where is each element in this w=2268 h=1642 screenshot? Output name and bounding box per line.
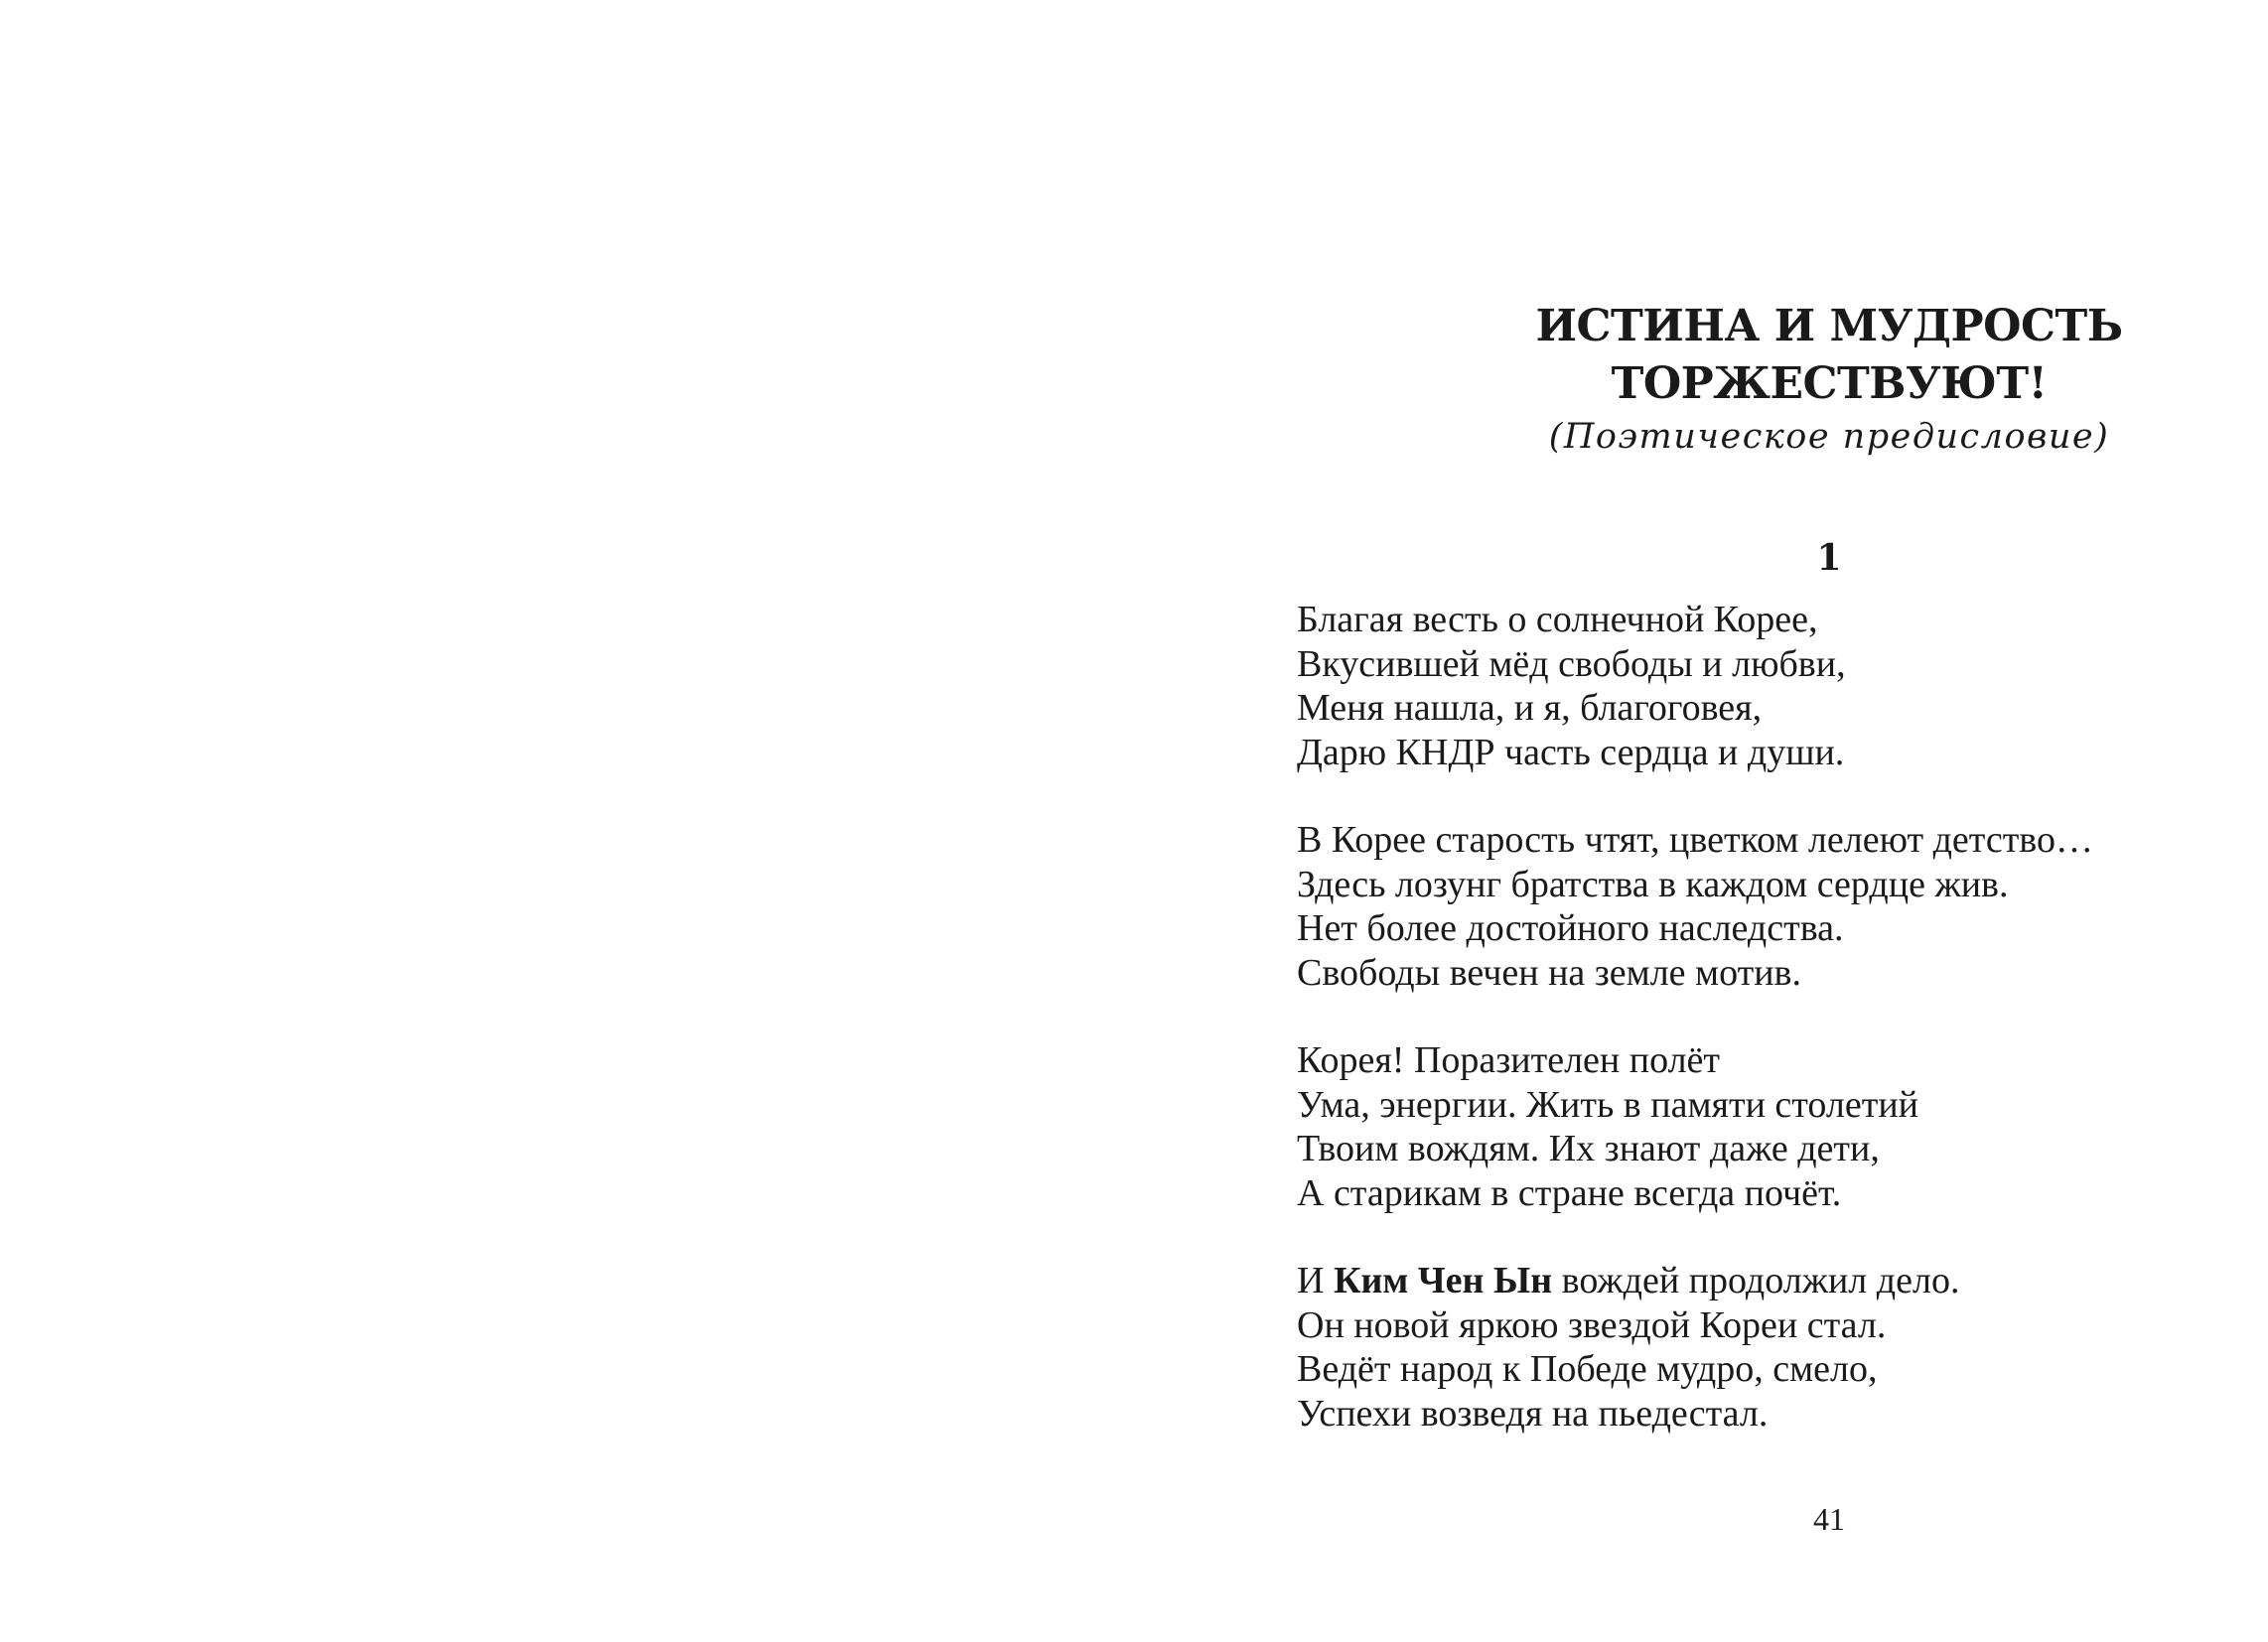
title-line-1: ИСТИНА И МУДРОСТЬ [1535, 301, 2123, 351]
verse-line: Он новой яркою звездой Кореи стал. [1297, 1303, 1887, 1346]
poem-body [1297, 598, 2250, 1479]
verse-line: Успехи возведя на пьедестал. [1297, 1392, 1769, 1435]
verse-line: Твоим вождям. Их знают даже дети, [1297, 1128, 1880, 1169]
line-prefix: И [1297, 1260, 1334, 1301]
verse-line: Меня нашла, и я, благоговея, [1297, 687, 1763, 729]
verse-line: Благая весть о солнечной Корее, [1297, 599, 1818, 640]
stanza-1 [1297, 598, 2250, 774]
verse-line: А старикам в стране всегда почёт. [1297, 1171, 1842, 1214]
page-number: 41 [1813, 1501, 1845, 1537]
poem-title [1323, 298, 2268, 413]
bold-name: Ким Чен Ын [1333, 1260, 1553, 1301]
title-line-2: ТОРЖЕСТВУЮТ! [1611, 358, 2048, 409]
right-page [1134, 0, 2268, 1642]
section-number: 1 [1816, 537, 1842, 579]
verse-line: Здесь лозунг братства в каждом сердце жив. [1297, 863, 2009, 905]
verse-line: Корея! Поразителен полёт [1297, 1039, 1721, 1081]
verse-line: Нет более достойного наследства. [1297, 907, 1844, 949]
stanza-4 [1297, 1259, 2250, 1436]
verse-line-with-bold-name [1297, 1259, 2250, 1303]
verse-line: Ведёт народ к Победе мудро, смело, [1297, 1348, 1878, 1390]
verse-line: В Корее старость чтят, цветком лелеют детство… [1297, 819, 2093, 861]
verse-line: Свободы вечен на земле мотив. [1297, 951, 1801, 994]
verse-line: Дарю КНДР часть сердца и души. [1297, 731, 1845, 773]
stanza-2 [1297, 818, 2250, 995]
verse-line: Ума, энергии. Жить в памяти столетий [1297, 1083, 1918, 1126]
verse-line: Вкусившей мёд свободы и любви, [1297, 642, 1846, 685]
line-suffix: вождей продолжил дело. [1552, 1260, 1960, 1301]
stanza-3 [1297, 1038, 2250, 1215]
poem-subtitle: (Поэтическое предисловие) [1548, 417, 2110, 457]
